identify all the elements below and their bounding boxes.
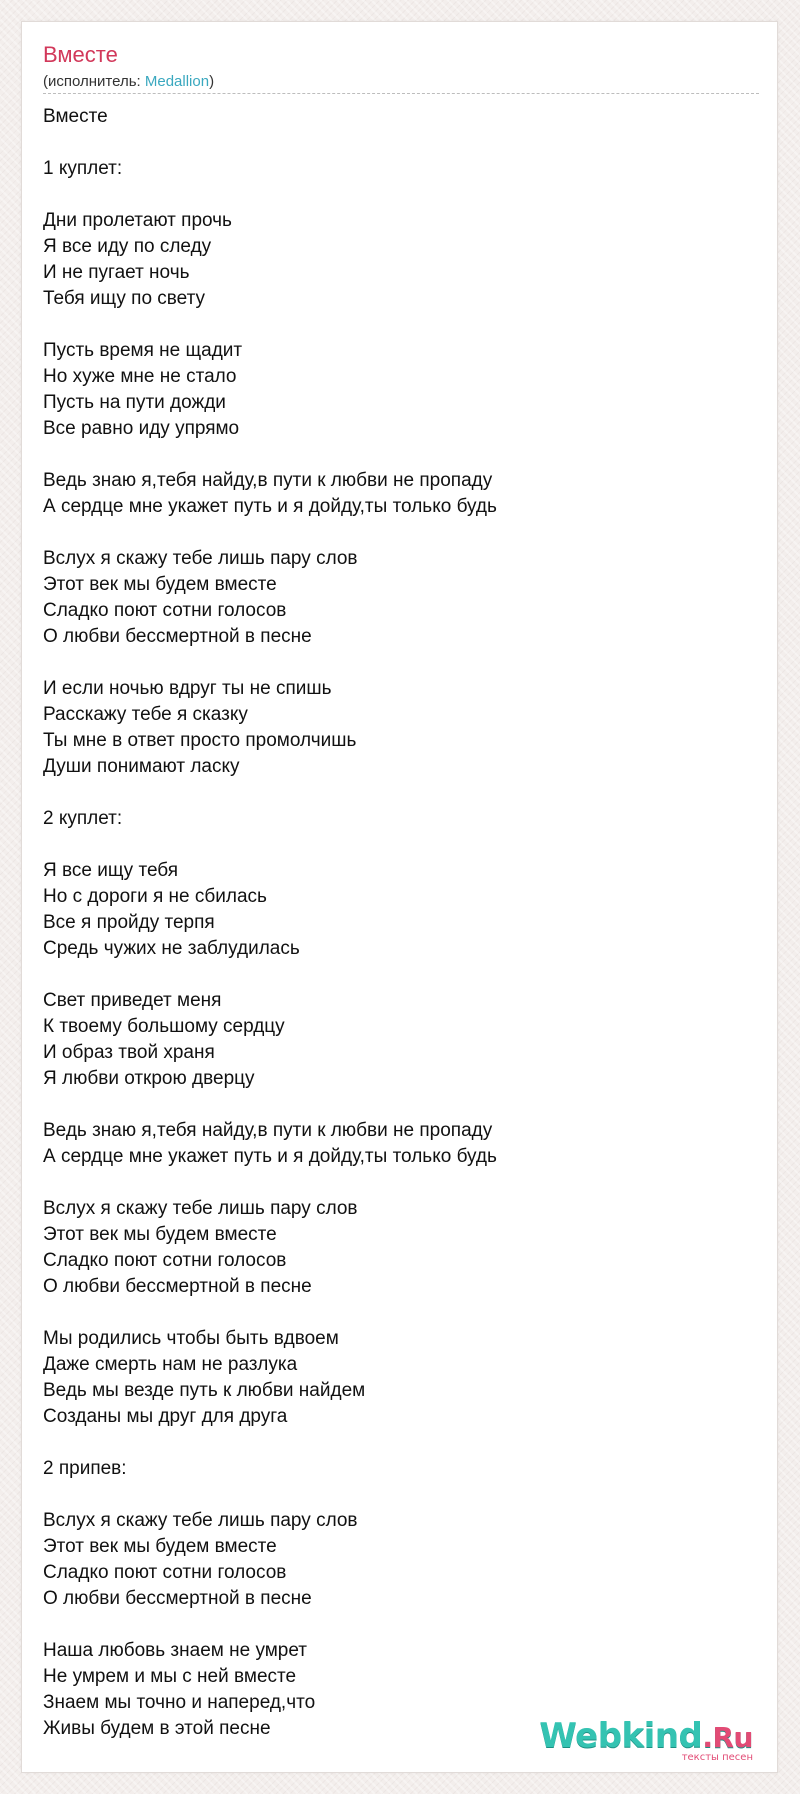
artist-suffix: ) xyxy=(209,73,215,90)
logo-tagline: тексты песен xyxy=(681,1752,753,1763)
site-logo[interactable] xyxy=(539,1718,753,1764)
song-title: Вместе xyxy=(43,42,118,67)
lyrics-card xyxy=(21,21,778,1773)
artist-link[interactable]: Medallion xyxy=(144,73,210,90)
artist-prefix: (исполнитель: xyxy=(43,73,145,90)
logo-domain: .Ru xyxy=(702,1721,753,1754)
logo-wordmark: Webkind xyxy=(539,1716,703,1756)
title-divider xyxy=(43,93,759,94)
artist-line xyxy=(43,73,214,91)
lyrics-text: Вместе 1 куплет: Дни пролетают прочь Я все иду по следу И не пугает ночь Тебя ищу по свету Пусть время не щадит Но хуже мне не стало Пусть на пути дожди Все равно иду упрямо Ведь знаю я,тебя найду,в пути к любви не пропаду А сердце мне укажет путь и я дойду,ты только будь Вслух я скажу тебе лишь пару слов Этот век мы будем вместе Сладко поют сотни голосов О любви бессмертной в песне И если ночью вдруг ты не спишь Расскажу тебе я сказку Ты мне в ответ просто промолчишь Души понимают ласку 2 куплет: Я все ищу тебя Но с дороги я не сбилась Все я пройду терпя Средь чужих не заблудилась Свет приведет меня К твоему большому сердцу И образ твой храня Я любви открою дверцу Ведь знаю я,тебя найду,в пути к любви не пропаду А сердце мне укажет путь и я дойду,ты только будь Вслух я скажу тебе лишь пару слов Этот век мы будем вместе Сладко поют сотни голосов О любви бессмертной в песне Мы родились чтобы быть вдвоем Даже смерть нам не разлука Ведь мы везде путь к любви найдем Созданы мы друг для друга 2 припев: Вслух я скажу тебе лишь пару слов Этот век мы будем вместе Сладко поют сотни голосов О любви бессмертной в песне Наша любовь знаем не умрет Не умрем и мы с ней вместе Знаем мы точно и наперед,что Живы будем в этой песне xyxy=(43,106,497,1739)
